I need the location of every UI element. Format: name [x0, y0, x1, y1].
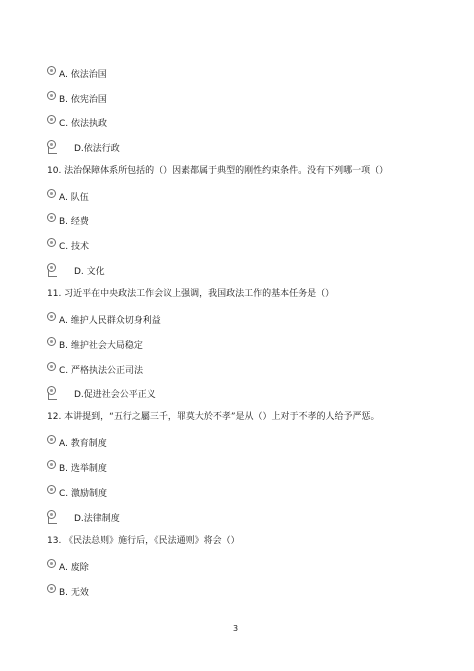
option-label: C. 激励制度 — [59, 489, 108, 499]
radio-button[interactable] — [47, 66, 56, 75]
radio-button[interactable] — [47, 91, 56, 100]
radio-button[interactable] — [47, 460, 56, 469]
option-label: B. 维护社会大局稳定 — [59, 341, 143, 351]
bracket-mark — [48, 516, 57, 524]
option-label: B. 依宪治国 — [59, 95, 107, 105]
option-label: A. 维护人民群众切身利益 — [59, 316, 161, 326]
radio-button[interactable] — [47, 213, 56, 222]
page-number: 3 — [233, 624, 239, 633]
option-label: B. 无效 — [59, 588, 89, 598]
radio-button[interactable] — [47, 115, 56, 124]
bracket-mark — [48, 269, 57, 277]
option-label: B. 经费 — [59, 217, 89, 227]
question-text: 13. 《民法总则》施行后，《民法通则》将会（） — [47, 536, 240, 546]
question-text: 11. 习近平在中央政法工作会议上强调，我国政法工作的基本任务是（） — [47, 289, 335, 299]
radio-button[interactable] — [47, 485, 56, 494]
bracket-mark — [48, 146, 57, 154]
option-label: A. 依法治国 — [59, 70, 107, 80]
question-text: 12. 本讲提到，“五行之屬三千，罪莫大於不孝”是从（）上对于不孝的人给予严惩。 — [47, 412, 380, 422]
radio-button[interactable] — [47, 584, 56, 593]
radio-button[interactable] — [47, 337, 56, 346]
option-label: D. 文化 — [74, 267, 105, 277]
option-label: B. 选举制度 — [59, 464, 107, 474]
option-label: A. 教育制度 — [59, 439, 107, 449]
option-label: D.促进社会公平正义 — [74, 390, 156, 400]
radio-button[interactable] — [47, 362, 56, 371]
option-label: C. 技术 — [59, 242, 90, 252]
option-label: D.法律制度 — [74, 514, 120, 524]
option-label: C. 依法执政 — [59, 119, 108, 129]
option-label: A. 废除 — [59, 563, 89, 573]
radio-button[interactable] — [47, 189, 56, 198]
question-text: 10. 法治保障体系所包括的（）因素都属于典型的刚性约束条件。没有下列哪一项（） — [47, 166, 389, 176]
bracket-mark — [48, 392, 57, 400]
radio-button[interactable] — [47, 435, 56, 444]
radio-button[interactable] — [47, 559, 56, 568]
option-label: A. 队伍 — [59, 193, 89, 203]
radio-button[interactable] — [47, 312, 56, 321]
option-label: D.依法行政 — [74, 144, 120, 154]
radio-button[interactable] — [47, 238, 56, 247]
option-label: C. 严格执法公正司法 — [59, 366, 144, 376]
